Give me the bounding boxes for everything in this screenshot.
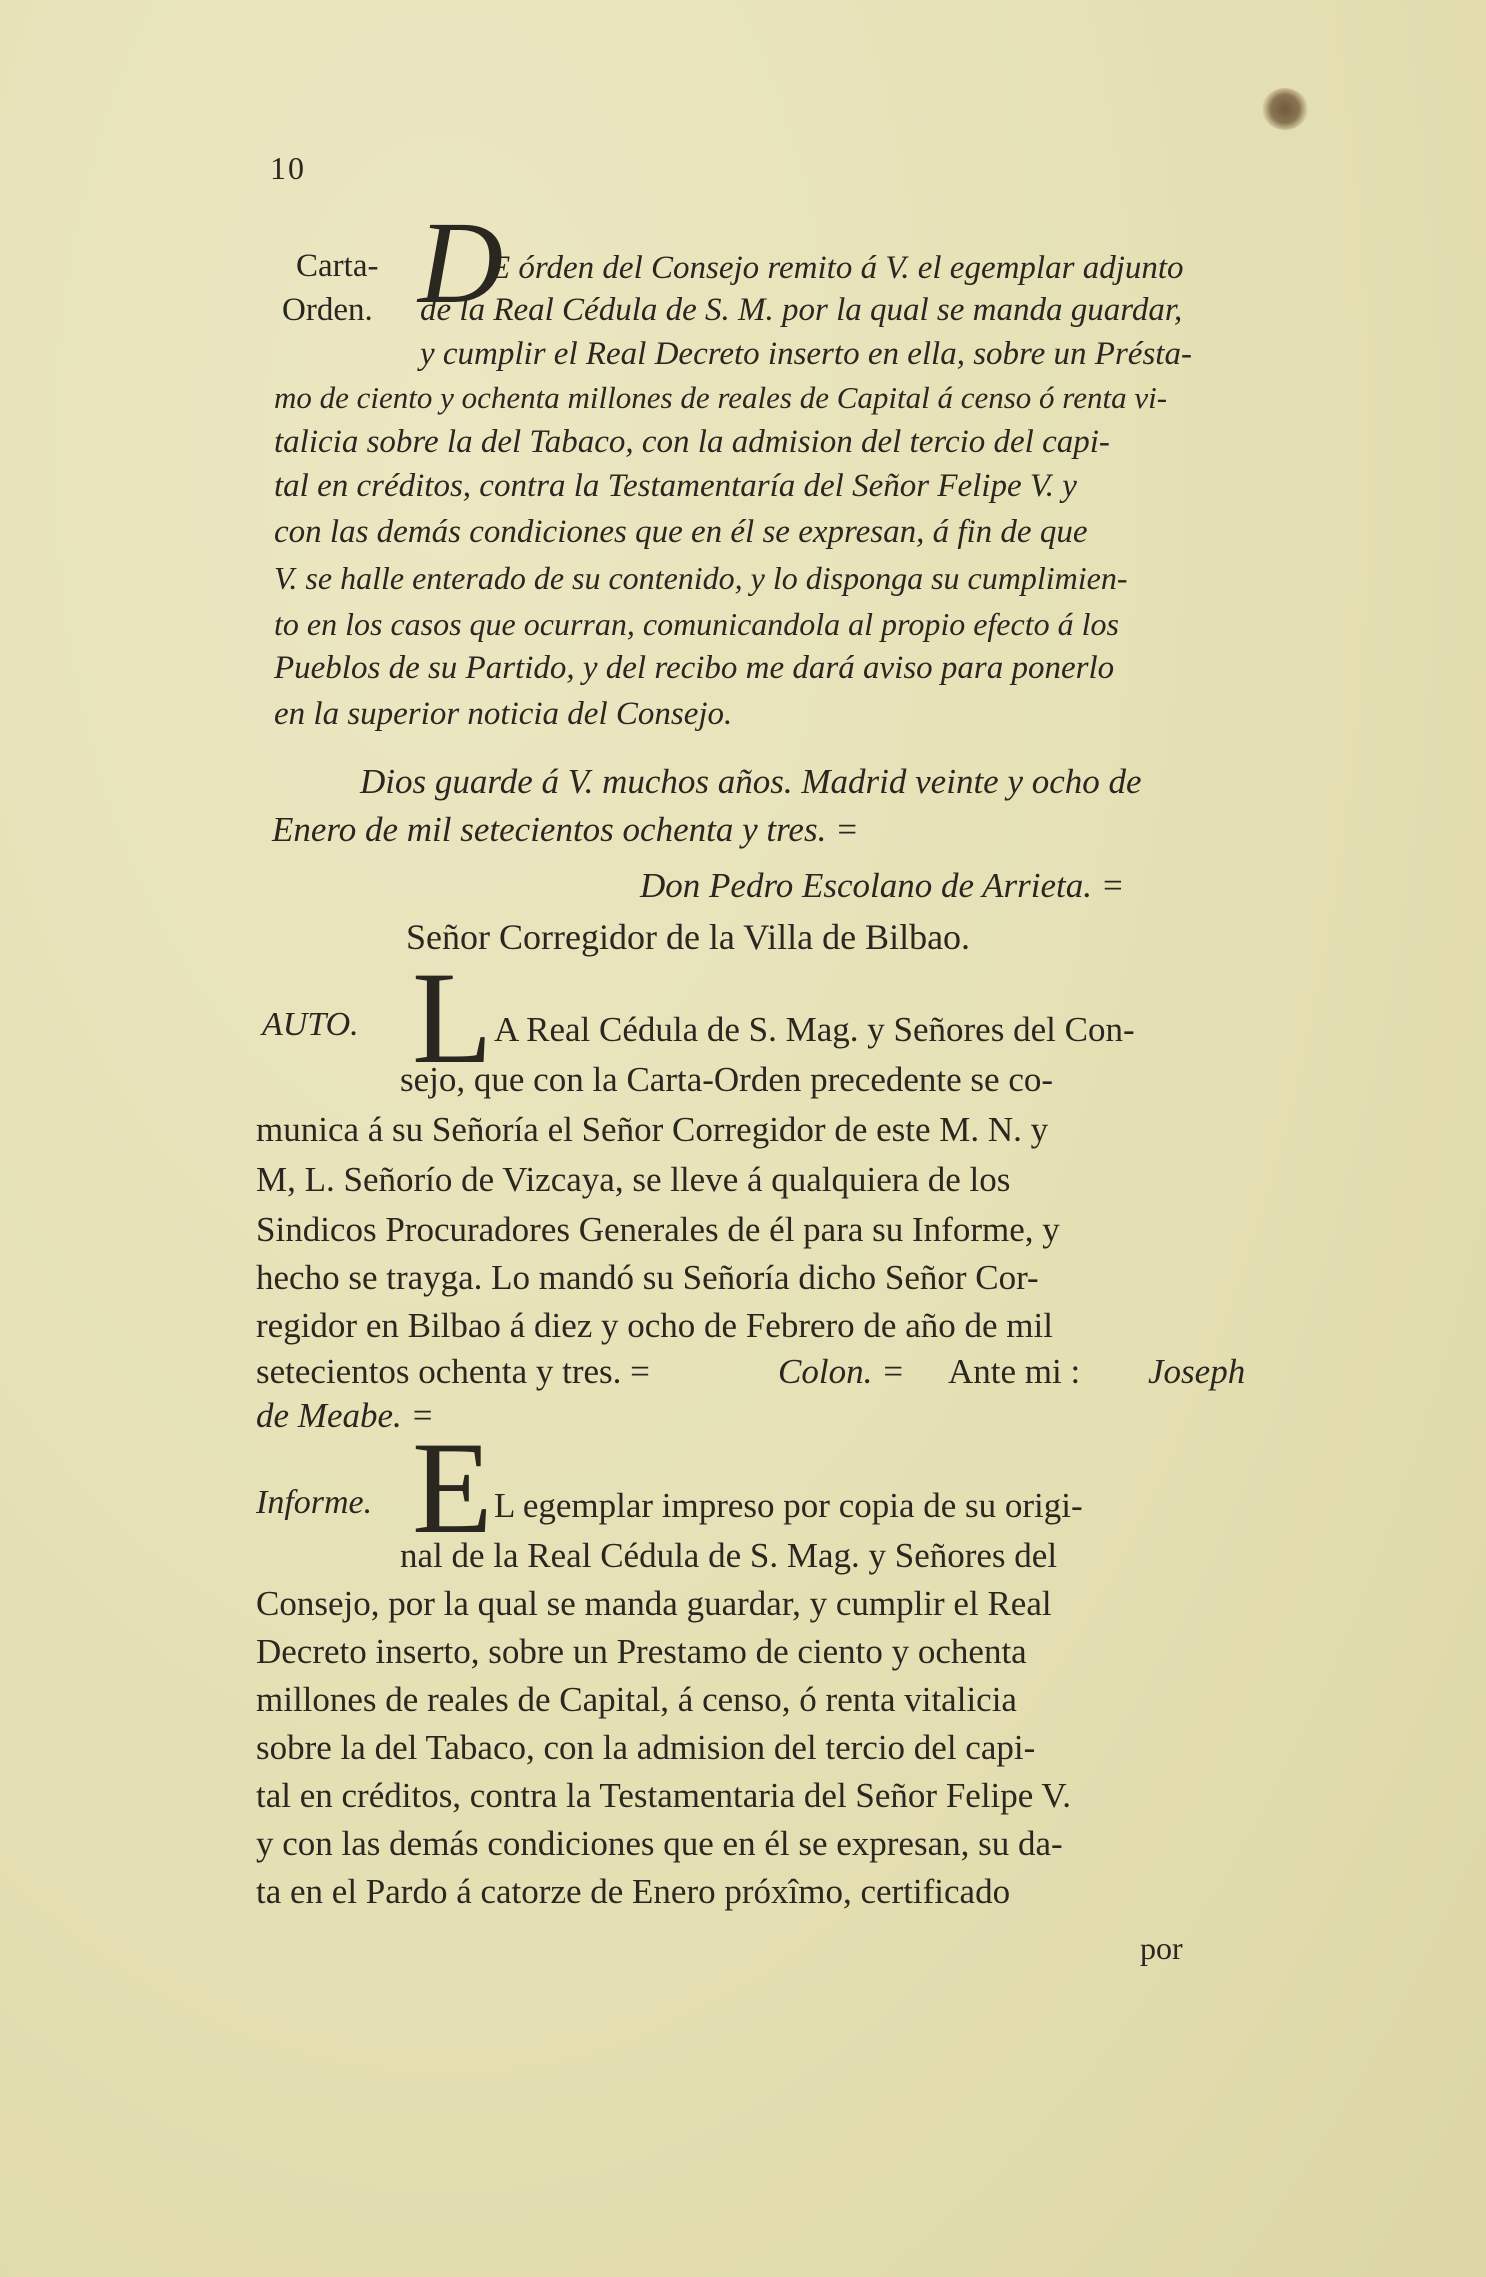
carta-line-2: de la Real Cédula de S. M. por la qual se manda guardar, [420, 292, 1183, 328]
carta-line-6: tal en créditos, contra la Testamentaría del Señor Felipe V. y [274, 468, 1077, 504]
informe-line-9: ta en el Pardo á catorze de Enero próxîmo, certificado [256, 1872, 1011, 1911]
informe-line-8: y con las demás condiciones que en él se expresan, su da- [256, 1824, 1063, 1863]
auto-line-5: Sindicos Procuradores Generales de él para su Informe, y [256, 1210, 1060, 1249]
carta-line-1: E órden del Consejo remito á V. el egemplar adjunto [490, 250, 1184, 286]
margin-label-orden: Orden. [282, 292, 373, 328]
catchword: por [1140, 1930, 1183, 1966]
ink-stain [1262, 88, 1308, 130]
carta-line-7: con las demás condiciones que en él se expresan, á fin de que [274, 514, 1088, 550]
carta-line-8: V. se halle enterado de su contenido, y lo disponga su cumplimien- [274, 560, 1128, 596]
auto-line-6: hecho se trayga. Lo mandó su Señoría dicho Señor Cor- [256, 1258, 1039, 1297]
carta-closing-1: Dios guarde á V. muchos años. Madrid veinte y ocho de [360, 762, 1142, 801]
informe-line-2: nal de la Real Cédula de S. Mag. y Señores del [400, 1536, 1058, 1575]
auto-line-9: de Meabe. = [256, 1396, 435, 1435]
auto-line-8c: Ante mi : [948, 1352, 1081, 1391]
carta-line-4: mo de ciento y ochenta millones de reales de Capital á censo ó renta vi- [274, 380, 1168, 415]
drop-cap-e: E [412, 1414, 493, 1561]
carta-closing-2: Enero de mil setecientos ochenta y tres. = [272, 810, 859, 849]
margin-label-informe: Informe. [256, 1484, 373, 1521]
informe-line-4: Decreto inserto, sobre un Prestamo de ciento y ochenta [256, 1632, 1027, 1671]
drop-cap-l: L [412, 944, 493, 1091]
auto-line-1: A Real Cédula de S. Mag. y Señores del Con- [494, 1010, 1135, 1049]
drop-cap-d: D [418, 197, 504, 328]
carta-line-9: to en los casos que ocurran, comunicandola al propio efecto á los [274, 606, 1119, 642]
auto-line-8d: Joseph [1148, 1352, 1246, 1391]
informe-line-3: Consejo, por la qual se manda guardar, y cumplir el Real [256, 1584, 1052, 1623]
carta-line-5: talicia sobre la del Tabaco, con la admision del tercio del capi- [274, 424, 1110, 460]
auto-line-4: M, L. Señorío de Vizcaya, se lleve á qualquiera de los [256, 1160, 1011, 1199]
page-number: 10 [270, 150, 306, 186]
carta-addressee: Señor Corregidor de la Villa de Bilbao. [406, 917, 971, 957]
auto-line-3: munica á su Señoría el Señor Corregidor de este M. N. y [256, 1110, 1049, 1149]
informe-line-1: L egemplar impreso por copia de su origi- [494, 1486, 1083, 1525]
margin-label-auto: AUTO. [262, 1006, 359, 1043]
auto-line-2: sejo, que con la Carta-Orden precedente se co- [400, 1060, 1054, 1099]
informe-line-7: tal en créditos, contra la Testamentaria del Señor Felipe V. [256, 1776, 1071, 1815]
carta-signature: Don Pedro Escolano de Arrieta. = [640, 866, 1125, 905]
carta-line-10: Pueblos de su Partido, y del recibo me dará aviso para ponerlo [274, 650, 1115, 686]
carta-line-11: en la superior noticia del Consejo. [274, 696, 733, 732]
auto-line-7: regidor en Bilbao á diez y ocho de Febrero de año de mil [256, 1306, 1053, 1345]
margin-label-carta: Carta- [296, 248, 379, 284]
informe-line-6: sobre la del Tabaco, con la admision del tercio del capi- [256, 1728, 1036, 1767]
auto-line-8b: Colon. = [778, 1352, 905, 1391]
informe-line-5: millones de reales de Capital, á censo, ó renta vitalicia [256, 1680, 1017, 1719]
auto-line-8a: setecientos ochenta y tres. = [256, 1352, 650, 1391]
carta-line-3: y cumplir el Real Decreto inserto en ella, sobre un Présta- [420, 336, 1192, 372]
